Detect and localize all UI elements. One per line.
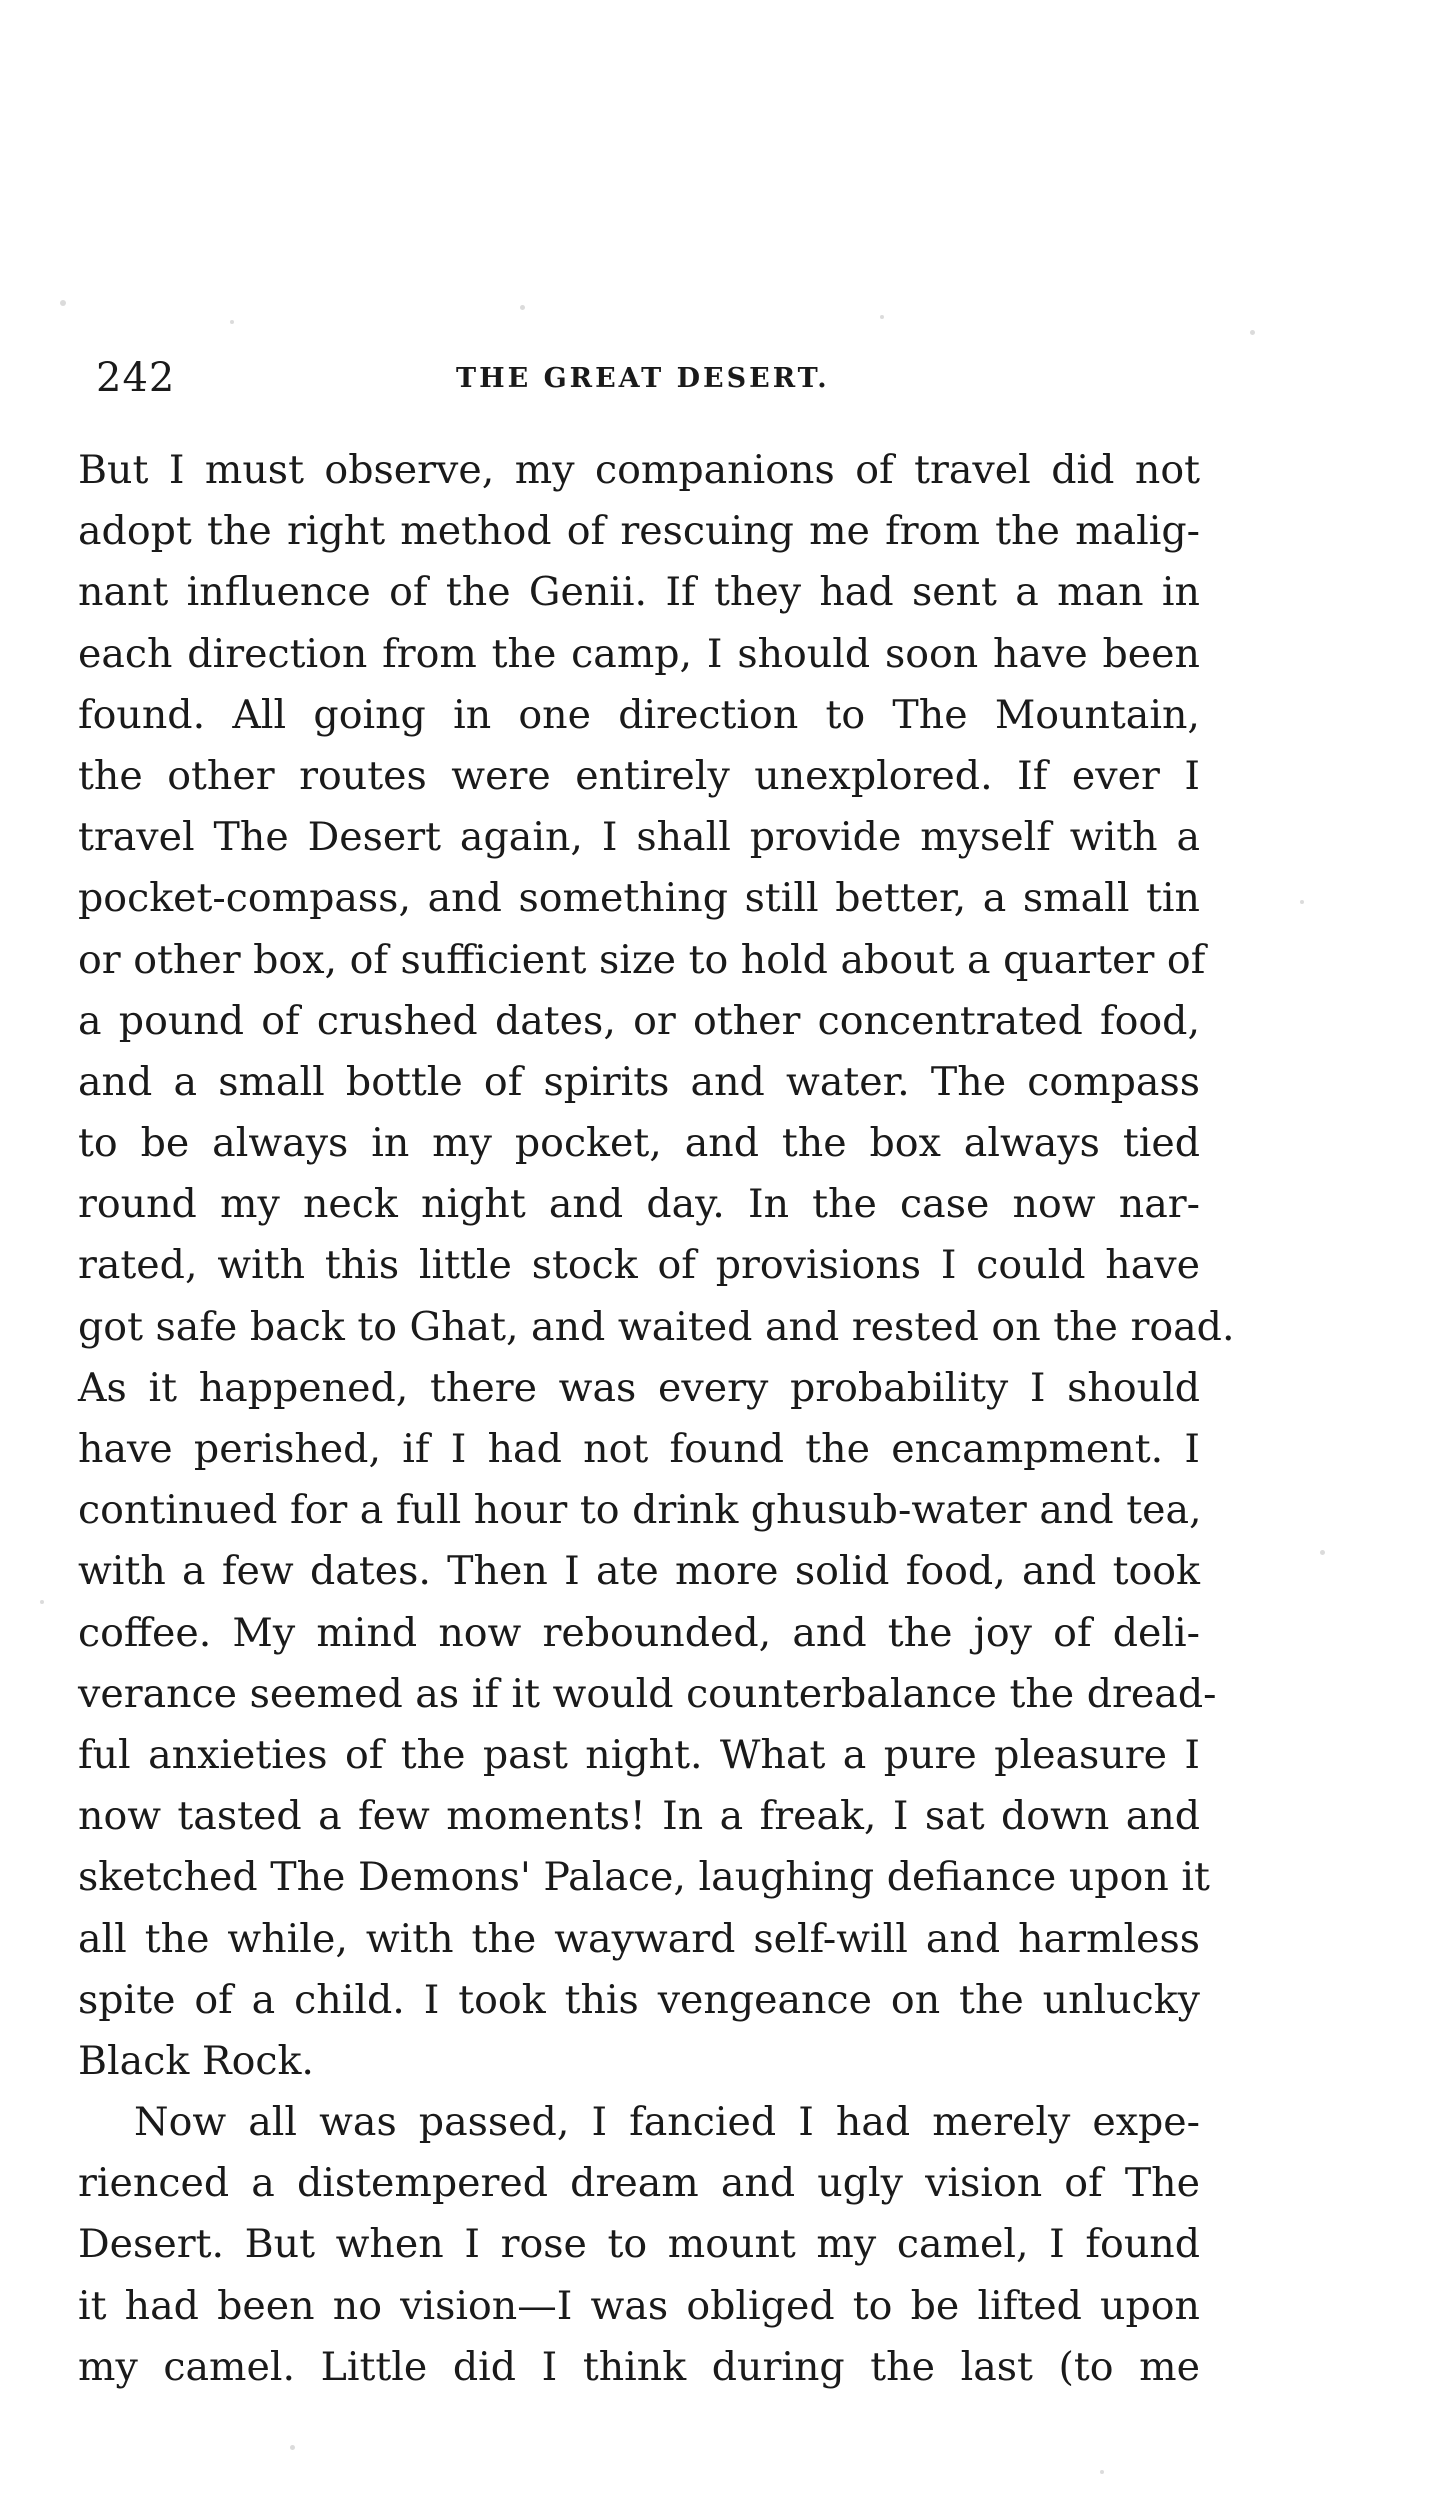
text-line: all the while, with the wayward self-will and harmless	[78, 1915, 1200, 1962]
text-line: But I must observe, my companions of travel did not	[78, 447, 1200, 493]
paper-speckle	[1250, 330, 1255, 335]
text-line: with a few dates. Then I ate more solid food, and took	[78, 1548, 1200, 1595]
paper-speckle	[1300, 900, 1304, 904]
text-line: nant influence of the Genii. If they had sent a man in	[78, 569, 1200, 616]
paper-speckle	[290, 2445, 295, 2450]
text-line: ful anxieties of the past night. What a pure pleasure I	[78, 1731, 1200, 1778]
paper-speckle	[1320, 1550, 1325, 1555]
text-line: coffee. My mind now rebounded, and the joy of deli-	[78, 1609, 1200, 1656]
text-line: verance seemed as if it would counterbalance the dread-	[78, 1670, 1217, 1717]
paper-speckle	[60, 300, 66, 306]
text-line: round my neck night and day. In the case now nar-	[78, 1181, 1200, 1228]
paper-speckle	[230, 320, 234, 324]
text-line: rated, with this little stock of provisions I could have	[78, 1242, 1200, 1289]
body-text	[78, 440, 1235, 2398]
text-line: it had been no vision—I was obliged to be lifted upon	[78, 2282, 1200, 2329]
text-line-paragraph-start: Now all was passed, I fancied I had merely expe-	[134, 2099, 1200, 2146]
text-line: and a small bottle of spirits and water. The compass	[78, 1058, 1200, 1105]
text-line: As it happened, there was every probability I should	[78, 1364, 1200, 1411]
text-line: rienced a distempered dream and ugly vision of The	[78, 2160, 1200, 2207]
text-line: the other routes were entirely unexplored. If ever I	[78, 752, 1200, 799]
paper-speckle	[880, 315, 884, 319]
text-line: or other box, of sufficient size to hold about a quarter of	[78, 936, 1206, 983]
text-line: a pound of crushed dates, or other concentrated food,	[78, 997, 1200, 1044]
paper-speckle	[520, 305, 525, 310]
text-line: each direction from the camp, I should soon have been	[78, 630, 1200, 677]
text-line: Desert. But when I rose to mount my camel, I found	[78, 2221, 1200, 2268]
text-line: found. All going in one direction to The Mountain,	[78, 691, 1200, 738]
page-number: 242	[96, 355, 176, 401]
text-line: my camel. Little did I think during the last (to me	[78, 2343, 1200, 2390]
text-line: got safe back to Ghat, and waited and rested on the road.	[78, 1303, 1235, 1350]
paper-speckle	[40, 1600, 44, 1604]
text-line: have perished, if I had not found the encampment. I	[78, 1426, 1200, 1472]
text-line: adopt the right method of rescuing me from the malig-	[78, 508, 1200, 555]
text-line: pocket-compass, and something still better, a small tin	[78, 875, 1200, 922]
text-line-paragraph-end: Black Rock.	[78, 2037, 314, 2084]
page-header	[96, 355, 1198, 405]
text-line: spite of a child. I took this vengeance on the unlucky	[78, 1976, 1200, 2023]
text-line: now tasted a few moments! In a freak, I sat down and	[78, 1793, 1200, 1840]
text-line: continued for a full hour to drink ghusub-water and tea,	[78, 1487, 1202, 1534]
text-line: to be always in my pocket, and the box always tied	[78, 1120, 1200, 1167]
text-line: sketched The Demons' Palace, laughing defiance upon it	[78, 1854, 1210, 1901]
text-line: travel The Desert again, I shall provide myself with a	[78, 814, 1200, 861]
paper-speckle	[1100, 2470, 1104, 2474]
running-title: THE GREAT DESERT.	[456, 363, 830, 394]
